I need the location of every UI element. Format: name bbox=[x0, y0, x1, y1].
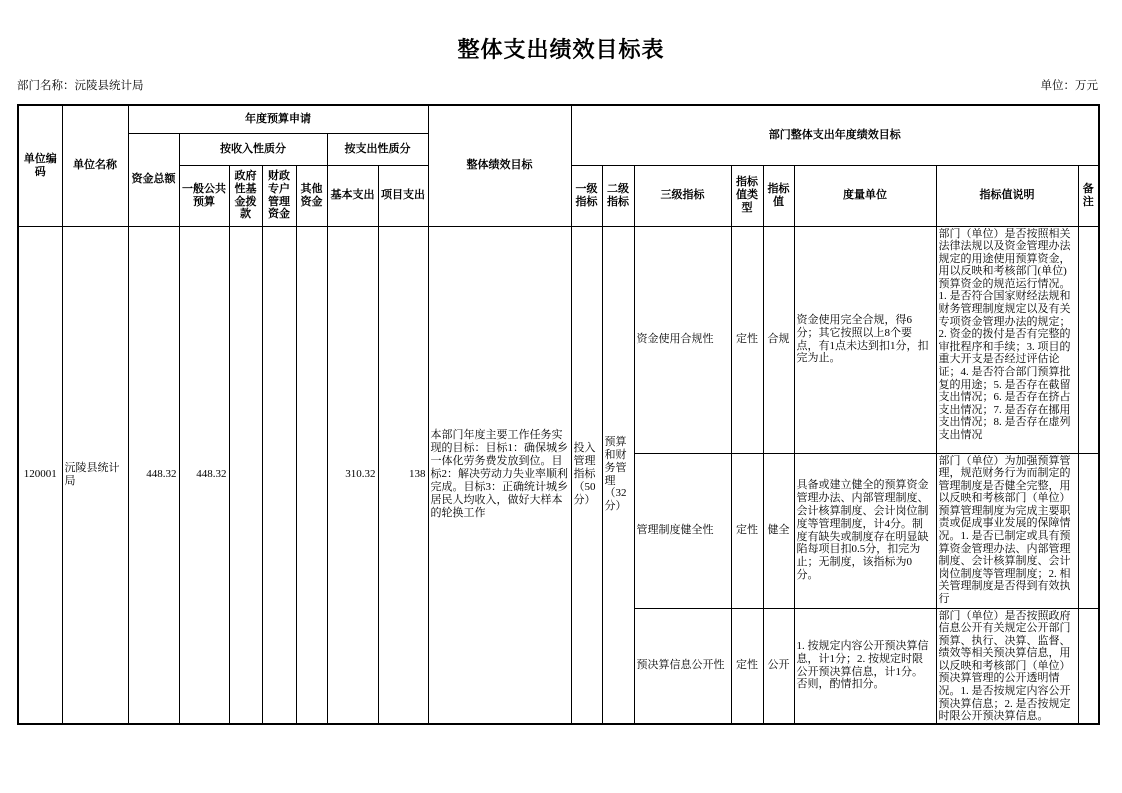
cell-indicator-remark bbox=[1078, 226, 1099, 453]
cell-indicator-type: 定性 bbox=[731, 453, 763, 608]
header-level1-indicator: 一级指标 bbox=[571, 165, 602, 226]
cell-indicator-value: 公开 bbox=[763, 608, 794, 724]
cell-total-funds: 448.32 bbox=[128, 226, 179, 724]
header-level3-indicator: 三级指标 bbox=[634, 165, 731, 226]
cell-indicator-desc: 部门（单位）是否按照相关法律法规以及资金管理办法规定的用途使用预算资金，用以反映和考核部门(单位)预算资金的规范运行情况。1. 是否符合国家财经法规和财务管理制度规定以及有关专项资金管理办法的规定；2. 资金的拨付是否有完整的审批程序和手续；3. 项目的重大开支是否经过评估论证；4. 是否符合部门预算批复的用途；5. 是否存在截留支出情况；6. 是否存在挤占支出情况；7. 是否存在挪用支出情况；8. 是否存在虚列支出情况 bbox=[936, 226, 1078, 453]
cell-overall-target: 本部门年度主要工作任务实现的目标：目标1：确保城乡一体化劳务费发放到位。目标2：解决劳动力失业率顺利完成。目标3：正确统计城乡居民人均收入，做好大样本的轮换工作 bbox=[428, 226, 571, 724]
cell-indicator-name: 预决算信息公开性 bbox=[634, 608, 731, 724]
header-remark: 备注 bbox=[1078, 165, 1099, 226]
meta-row bbox=[17, 77, 1098, 93]
cell-basic-expense: 310.32 bbox=[327, 226, 378, 724]
cell-level2-indicator: 预算和财务管理（32分） bbox=[602, 226, 634, 724]
header-other-funds: 其他资金 bbox=[296, 165, 327, 226]
header-gov-fund: 政府性基金拨款 bbox=[229, 165, 262, 226]
header-dept-annual-target: 部门整体支出年度绩效目标 bbox=[571, 105, 1099, 165]
header-value-type: 指标值类型 bbox=[731, 165, 763, 226]
cell-project-expense: 138 bbox=[378, 226, 428, 724]
header-level2-indicator: 二级指标 bbox=[602, 165, 634, 226]
header-fiscal-special: 财政专户管理资金 bbox=[262, 165, 296, 226]
header-by-income: 按收入性质分 bbox=[179, 133, 327, 165]
header-overall-target: 整体绩效目标 bbox=[428, 105, 571, 226]
header-row-1 bbox=[18, 105, 1099, 133]
header-unit-name: 单位名称 bbox=[62, 105, 128, 226]
cell-fiscal-special bbox=[262, 226, 296, 724]
page-title: 整体支出绩效目标表 bbox=[457, 37, 665, 62]
cell-indicator-remark bbox=[1078, 608, 1099, 724]
cell-other-funds bbox=[296, 226, 327, 724]
cell-indicator-value: 合规 bbox=[763, 226, 794, 453]
header-value-desc: 指标值说明 bbox=[936, 165, 1078, 226]
header-total-funds: 资金总额 bbox=[128, 133, 179, 226]
performance-table bbox=[17, 104, 1100, 725]
header-indicator-value: 指标值 bbox=[763, 165, 794, 226]
cell-indicator-name: 管理制度健全性 bbox=[634, 453, 731, 608]
cell-gov-fund bbox=[229, 226, 262, 724]
cell-indicator-remark bbox=[1078, 453, 1099, 608]
cell-unit-name: 沅陵县统计局 bbox=[62, 226, 128, 724]
header-general-public-budget: 一般公共预算 bbox=[179, 165, 229, 226]
department-name: 部门名称：沅陵县统计局 bbox=[17, 80, 144, 92]
cell-indicator-desc: 部门（单位）是否按照政府信息公开有关规定公开部门预算、执行、决算、监督、绩效等相关预决算信息，用以反映和考核部门（单位）预决算管理的公开透明情况。1. 是否按规定内容公开预决算信息；2. 是否按规定时限公开预决算信息。 bbox=[936, 608, 1078, 724]
cell-indicator-measure: 1. 按规定内容公开预决算信息，计1分；2. 按规定时限公开预决算信息，计1分。否则，酌情扣分。 bbox=[794, 608, 936, 724]
cell-indicator-name: 资金使用合规性 bbox=[634, 226, 731, 453]
header-by-expense: 按支出性质分 bbox=[327, 133, 428, 165]
header-basic-expense: 基本支出 bbox=[327, 165, 378, 226]
header-project-expense: 项目支出 bbox=[378, 165, 428, 226]
cell-indicator-measure: 具备或建立健全的预算资金管理办法、内部管理制度、会计核算制度、会计岗位制度等管理制度，计4分。制度有缺失或制度存在明显缺陷每项目扣0.5分，扣完为止；无制度，该指标为0分。 bbox=[794, 453, 936, 608]
cell-indicator-desc: 部门（单位）为加强预算管理，规范财务行为而制定的管理制度是否健全完整，用以反映和考核部门（单位）预算管理制度为完成主要职责或促成事业发展的保障情况。1. 是否已制定或具有预算资金管理办法、内部管理制度、会计核算制度、会计岗位制度等管理制度；2. 相关管理制度是否得到有效执行 bbox=[936, 453, 1078, 608]
unit-of-measure: 单位：万元 bbox=[1040, 80, 1098, 92]
cell-indicator-measure: 资金使用完全合规，得6分；其它按照以上8个要点，有1点未达到扣1分，扣完为止。 bbox=[794, 226, 936, 453]
cell-unit-code: 120001 bbox=[18, 226, 62, 724]
header-measure-unit: 度量单位 bbox=[794, 165, 936, 226]
cell-indicator-type: 定性 bbox=[731, 226, 763, 453]
cell-indicator-value: 健全 bbox=[763, 453, 794, 608]
cell-indicator-type: 定性 bbox=[731, 608, 763, 724]
header-unit-code: 单位编码 bbox=[18, 105, 62, 226]
data-row-1 bbox=[18, 226, 1099, 453]
cell-level1-indicator: 投入管理指标（50分） bbox=[571, 226, 602, 724]
header-annual-budget: 年度预算申请 bbox=[128, 105, 428, 133]
cell-general-public-budget: 448.32 bbox=[179, 226, 229, 724]
